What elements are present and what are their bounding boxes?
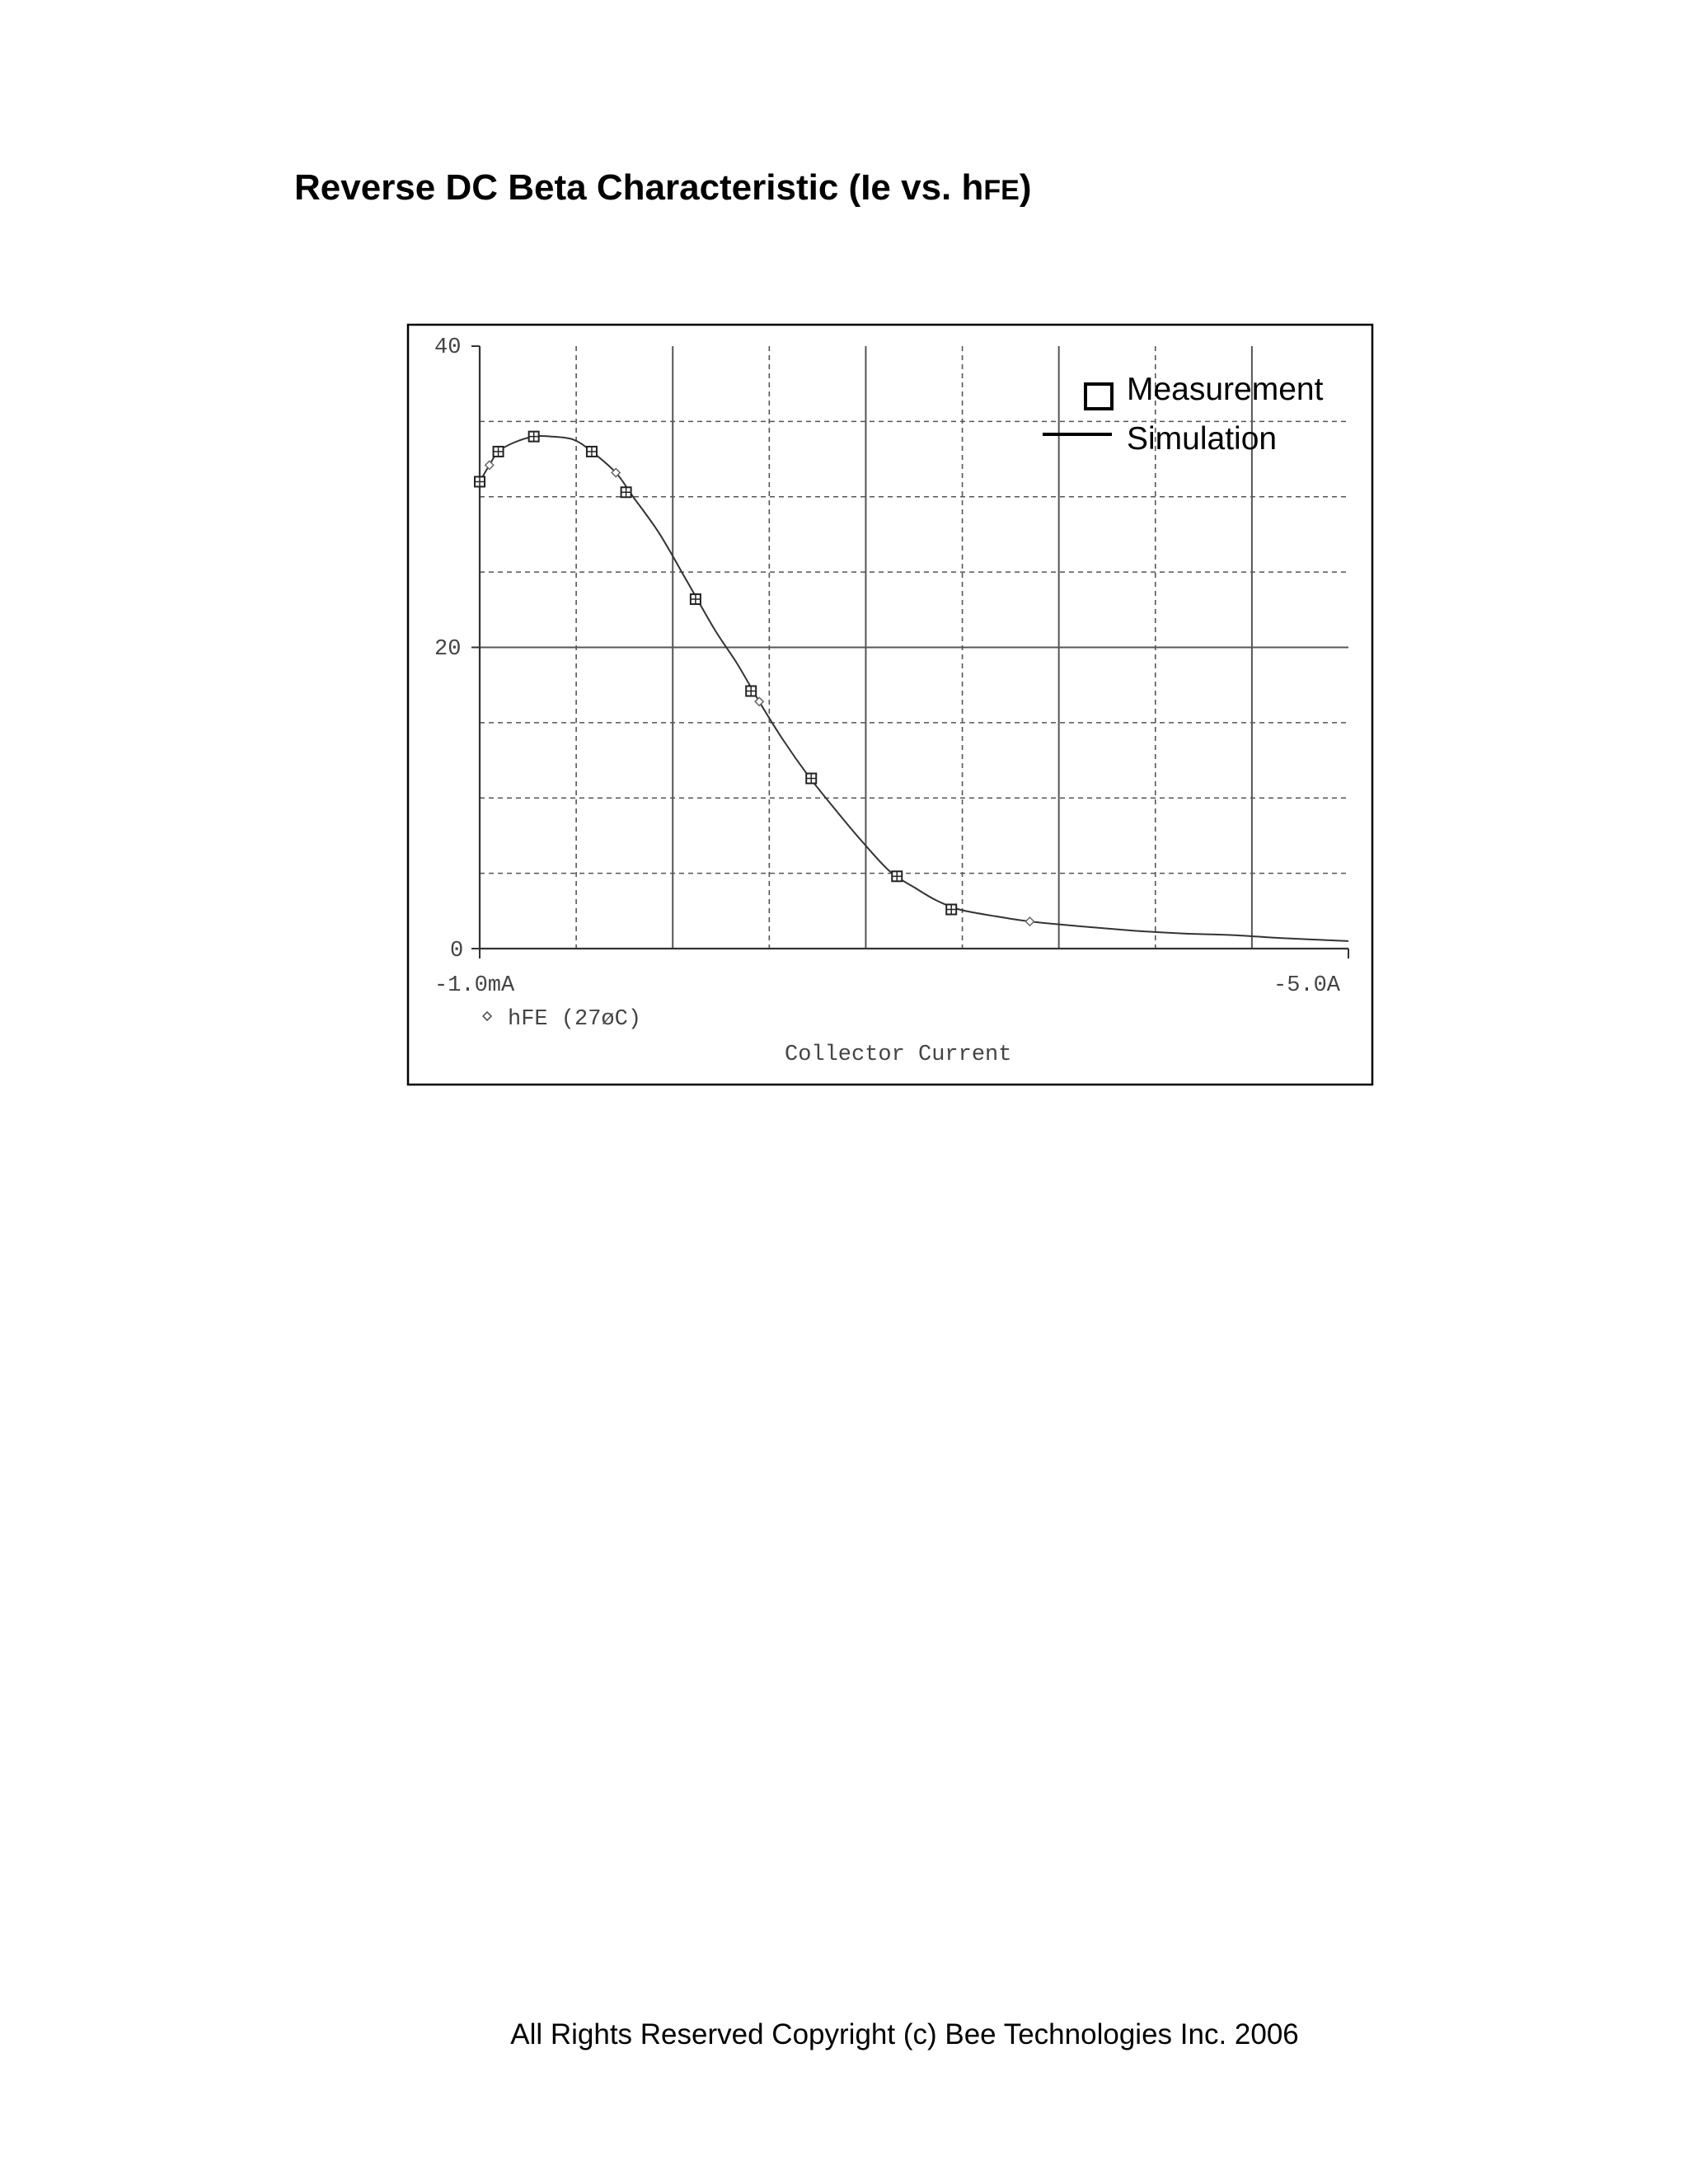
legend-measurement-square-icon xyxy=(1085,384,1112,409)
y-tick-label-20: 20 xyxy=(434,637,462,662)
copyright-footer xyxy=(0,2018,1688,2051)
x-axis-label: Collector Current xyxy=(785,1043,1012,1067)
x-tick-label-left: -1.0mA xyxy=(434,973,515,998)
page-title-close: ) xyxy=(1019,167,1032,208)
measurement-point xyxy=(475,476,485,486)
legend-measurement-label: Measurement xyxy=(1127,372,1324,407)
trace-label-text: hFE (27øC) xyxy=(508,1007,642,1032)
measurement-point xyxy=(587,447,597,457)
y-tick-label-40: 40 xyxy=(434,335,462,360)
measurement-point xyxy=(691,594,701,604)
measurement-point xyxy=(806,773,816,783)
measurement-point xyxy=(746,686,756,696)
copyright-text: All Rights Reserved Copyright (c) Bee Technologies Inc. 2006 xyxy=(510,2018,1299,2050)
x-tick-label-right: -5.0A xyxy=(1273,973,1341,998)
measurement-point xyxy=(892,871,902,881)
legend-simulation-label: Simulation xyxy=(1127,421,1278,457)
page-title-subscript: FE xyxy=(983,175,1020,206)
measurement-point xyxy=(621,487,631,497)
page-title-main: Reverse DC Beta Characteristic (Ie vs. h xyxy=(294,167,984,208)
measurement-point xyxy=(529,432,539,442)
measurement-point xyxy=(946,904,956,914)
y-tick-label-0: 0 xyxy=(450,939,464,963)
measurement-point xyxy=(494,447,504,457)
